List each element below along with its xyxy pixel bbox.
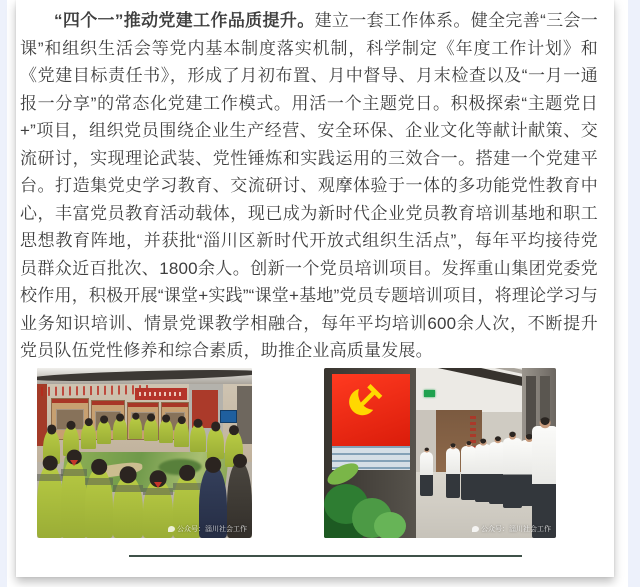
speech-bubble-icon xyxy=(168,526,175,532)
watermark-text: 公众号：淄川社会工作 xyxy=(177,526,247,533)
section-divider xyxy=(129,555,522,557)
student-figure xyxy=(97,420,111,444)
paragraph-body: 建立一套工作体系。健全完善“三会一课”和组织生活会等党内基本制度落实机制，科学制定《年度工作计划》和《党建目标责任书》，形成了月初布置、月中督导、月末检查以及“一月一通报一分享”的常态化党建工作模式。用活一个主题党日。积极探索“主题党日+”项目，组织党员围绕企业生产经营、安全环保、企业文化等献计献策、交流研讨，实现理论武装、党性锤炼和实践运用的三效合一。搭建一个党建平台。打造集党史学习教育、交流研讨、观摩体验于一体的多功能党性教育中心，丰富党员教育活动载体，现已成为新时代企业党员教育培训基地和职工思想教育阵地，并获批“淄川区新时代开放式组织生活点”，每年平均接待党员群众近百批次、1800余人。创新一个党员培训项目。发挥重山集团党委党校作用，积极开展“课堂+实践”“课堂+基地”党员专题培训项目，将理论学习与业务知识培训、情景党课教学相融合，每年平均培训600余人次，不断提升党员队伍党性修养和综合素质，助推企业高质量发展。 xyxy=(20,11,599,360)
party-emblem-icon xyxy=(344,384,384,424)
person-white-shirt xyxy=(461,446,476,500)
student-figure xyxy=(113,418,127,440)
photo-watermark xyxy=(168,524,247,534)
red-scarf xyxy=(154,482,162,488)
student-figure xyxy=(113,476,143,538)
speech-bubble-icon xyxy=(472,526,479,532)
student-figure xyxy=(174,421,189,447)
student-figure xyxy=(61,458,87,538)
person-white-shirt xyxy=(420,452,433,496)
student-figure xyxy=(129,417,142,439)
student-figure xyxy=(207,427,224,459)
article-card xyxy=(16,0,614,577)
student-figure xyxy=(85,468,113,538)
student-figure xyxy=(159,419,173,443)
watermark-text: 公众号：淄川社会工作 xyxy=(481,526,551,533)
student-figure xyxy=(144,418,158,441)
page-edge-strip-left xyxy=(0,0,7,587)
small-display-screen xyxy=(220,410,237,423)
red-led-screen xyxy=(332,374,410,470)
plant xyxy=(374,512,406,538)
photo-students-terrain-model[interactable] xyxy=(37,368,252,538)
photo-oath-ceremony[interactable] xyxy=(324,368,556,538)
red-calligraphy-strip xyxy=(41,385,149,396)
photo-watermark xyxy=(472,524,551,534)
exit-sign xyxy=(424,390,435,397)
ceiling-with-track-light xyxy=(37,368,252,384)
person-white-shirt-front xyxy=(532,426,556,538)
student-figure xyxy=(81,423,96,449)
person-white-shirt xyxy=(446,448,460,498)
student-figure xyxy=(37,464,63,538)
student-figure xyxy=(190,424,206,452)
article-paragraph xyxy=(16,0,614,363)
red-scarf xyxy=(70,460,78,466)
red-banner xyxy=(135,388,187,400)
page-edge-strip-right xyxy=(628,0,640,587)
paragraph-lead-bold: “四个一”推动党建工作品质提升。 xyxy=(54,11,315,30)
